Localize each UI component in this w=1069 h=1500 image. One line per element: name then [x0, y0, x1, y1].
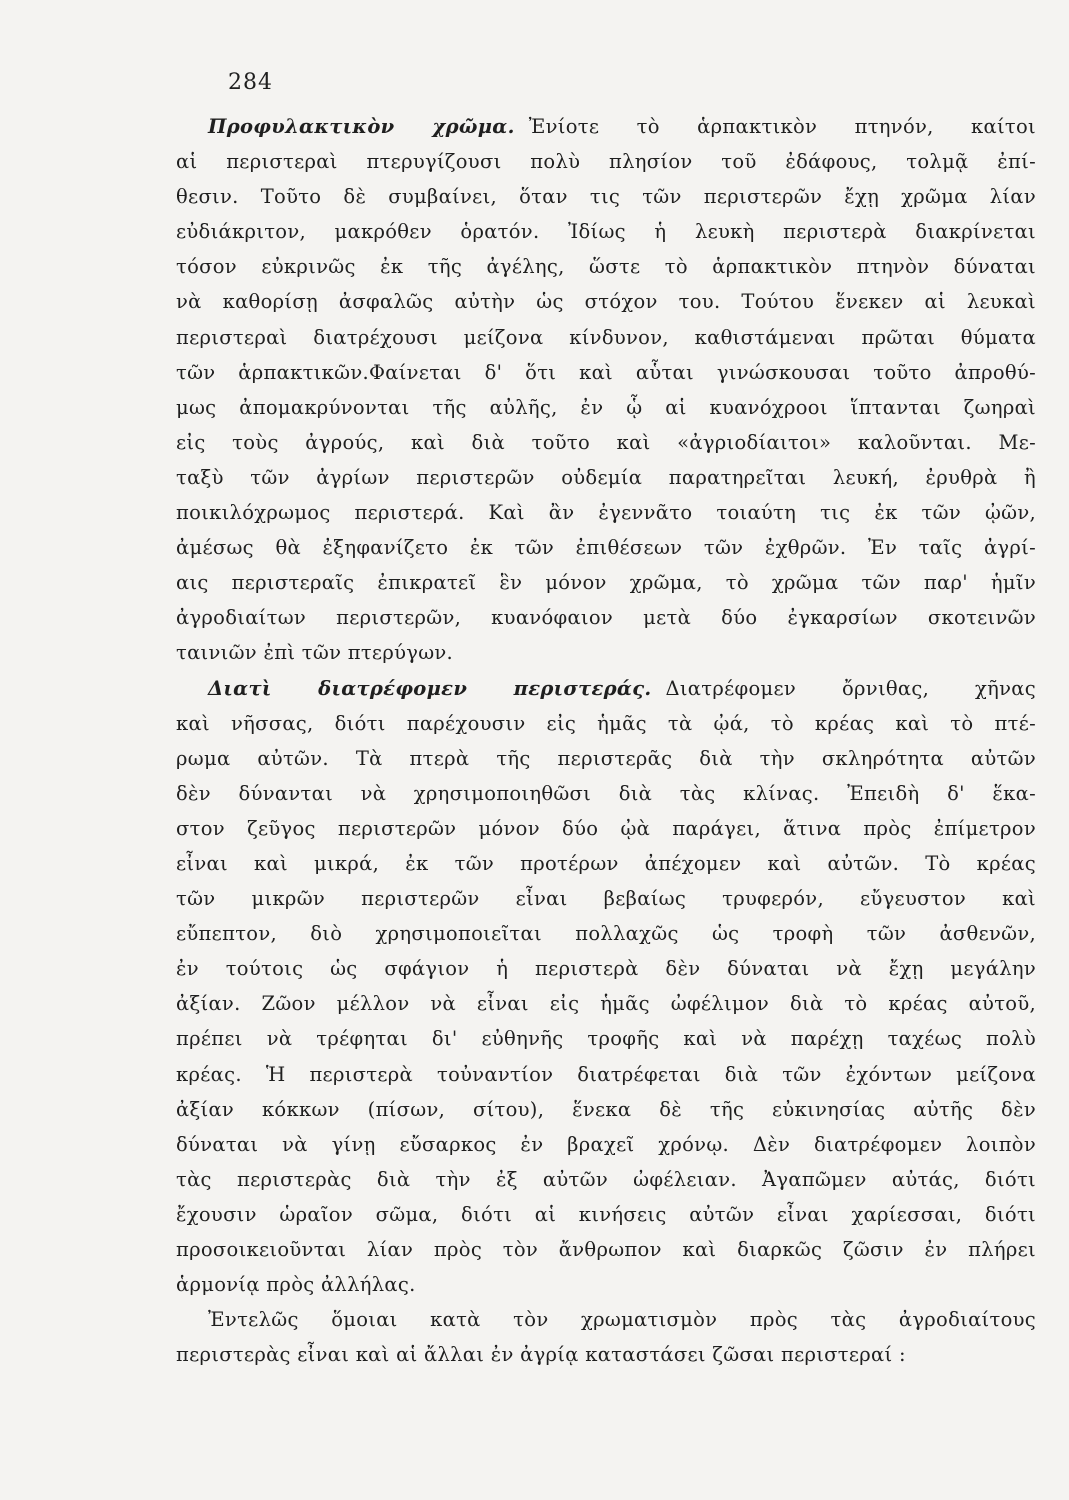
text-line: καὶ νῆσσας, διότι παρέχουσιν εἰς ἡμᾶς τὰ ᾠά, τὸ κρέας καὶ τὸ πτέ- — [176, 711, 1036, 735]
text-line: τόσον εὐκρινῶς ἐκ τῆς ἀγέλης, ὥστε τὸ ἁρπακτικὸν πτηνὸν δύναται — [176, 255, 1036, 279]
text-line: μως ἀπομακρύνονται τῆς αὐλῆς, ἐν ᾧ αἱ κυανόχροοι ἵπτανται ζωηραὶ — [176, 395, 1036, 419]
paragraph-why-we-keep-pigeons — [176, 671, 1036, 1303]
text-line: δὲν δύνανται νὰ χρησιμοποιηθῶσι διὰ τὰς κλίνας. Ἐπειδὴ δ' ἕκα- — [176, 781, 1036, 805]
paragraph-similar-wild-pigeons — [176, 1302, 1036, 1372]
text-line: εἰς τοὺς ἀγρούς, καὶ διὰ τοῦτο καὶ «ἀγριοδίαιτοι» καλοῦνται. Με- — [176, 430, 1036, 454]
text-line: Ἐντελῶς ὅμοιαι κατὰ τὸν χρωματισμὸν πρὸς τὰς ἀγροδιαίτους — [208, 1308, 1036, 1332]
text-line: ποικιλόχρωμος περιστερά. Καὶ ἂν ἐγεννᾶτο τοιαύτη τις ἐκ τῶν ᾠῶν, — [176, 501, 1036, 525]
text-line: εἶναι καὶ μικρά, ἐκ τῶν προτέρων ἀπέχομεν καὶ αὐτῶν. Τὸ κρέας — [176, 851, 1036, 875]
body-text — [176, 109, 1036, 1372]
text-line: περιστεραὶ διατρέχουσι μείζονα κίνδυνον, καθιστάμεναι πρῶται θύματα — [176, 325, 1036, 349]
text-line: ἐν τούτοις ὡς σφάγιον ἡ περιστερὰ δὲν δύναται νὰ ἔχῃ μεγάλην — [176, 957, 1036, 981]
text-line: κρέας. Ἡ περιστερὰ τοὐναντίον διατρέφεται διὰ τῶν ἐχόντων μείζονα — [176, 1062, 1036, 1086]
text-line: δύναται νὰ γίνῃ εὔσαρκος ἐν βραχεῖ χρόνῳ. Δὲν διατρέφομεν λοιπὸν — [176, 1132, 1036, 1156]
text-line: ἁρμονίᾳ πρὸς ἀλλήλας. — [176, 1273, 416, 1297]
text-line: Προφυλακτικὸν χρῶμα. Ἐνίοτε τὸ ἁρπακτικὸν πτηνόν, καίτοι — [208, 115, 1037, 138]
text-line: πρέπει νὰ τρέφηται δι' εὐθηνῆς τροφῆς καὶ νὰ παρέχῃ ταχέως πολὺ — [176, 1027, 1036, 1051]
page-number: 284 — [228, 70, 273, 95]
text-line: ταινιῶν ἐπὶ τῶν πτερύγων. — [176, 641, 454, 665]
text-line: ἔχουσιν ὡραῖον σῶμα, διότι αἱ κινήσεις αὐτῶν εἶναι χαρίεσσαι, διότι — [176, 1202, 1036, 1226]
text-line: αἱ περιστεραὶ πτερυγίζουσι πολὺ πλησίον τοῦ ἐδάφους, τολμᾷ ἐπί- — [176, 150, 1036, 174]
text-line: εὔπεπτον, διὸ χρησιμοποιεῖται πολλαχῶς ὡς τροφὴ τῶν ἀσθενῶν, — [176, 922, 1036, 946]
text-line: περιστερὰς εἶναι καὶ αἱ ἄλλαι ἐν ἀγρίᾳ καταστάσει ζῶσαι περιστεραί : — [176, 1343, 906, 1367]
text-line: θεσιν. Τοῦτο δὲ συμβαίνει, ὅταν τις τῶν περιστερῶν ἔχῃ χρῶμα λίαν — [176, 185, 1036, 209]
text-line: ρωμα αὐτῶν. Τὰ πτερὰ τῆς περιστερᾶς διὰ τὴν σκληρότητα αὐτῶν — [176, 746, 1036, 770]
text-line: τὰς περιστερὰς διὰ τὴν ἐξ αὐτῶν ὠφέλειαν. Ἀγαπῶμεν αὐτάς, διότι — [176, 1167, 1036, 1191]
section-heading: Προφυλακτικὸν χρῶμα. — [208, 115, 515, 138]
text-line: εὐδιάκριτον, μακρόθεν ὁρατόν. Ἰδίως ἡ λευκὴ περιστερὰ διακρίνεται — [176, 220, 1036, 244]
text-line: προσοικειοῦνται λίαν πρὸς τὸν ἄνθρωπον καὶ διαρκῶς ζῶσιν ἐν πλήρει — [176, 1238, 1036, 1261]
text-line: Διατὶ διατρέφομεν περιστεράς. Διατρέφομεν ὄρνιθας, χῆνας — [208, 676, 1036, 700]
section-heading: Διατὶ διατρέφομεν περιστεράς. — [208, 676, 652, 700]
paragraph-protective-color — [176, 109, 1036, 671]
text-line: τῶν ἁρπακτικῶν.Φαίνεται δ' ὅτι καὶ αὗται γινώσκουσαι τοῦτο ἀπροθύ- — [176, 360, 1036, 384]
text-line: στον ζεῦγος περιστερῶν μόνον δύο ᾠὰ παράγει, ἅτινα πρὸς ἐπίμετρον — [176, 816, 1036, 840]
text-line: ἀμέσως θὰ ἐξηφανίζετο ἐκ τῶν ἐπιθέσεων τῶν ἐχθρῶν. Ἐν ταῖς ἀγρί- — [176, 536, 1036, 560]
text-line: νὰ καθορίσῃ ἀσφαλῶς αὐτὴν ὡς στόχον του. Τούτου ἕνεκεν αἱ λευκαὶ — [176, 290, 1036, 314]
text-line: ταξὺ τῶν ἀγρίων περιστερῶν οὐδεμία παρατηρεῖται λευκή, ἐρυθρὰ ἢ — [176, 465, 1036, 489]
text-line: αις περιστεραῖς ἐπικρατεῖ ἓν μόνον χρῶμα, τὸ χρῶμα τῶν παρ' ἡμῖν — [176, 571, 1036, 595]
text-line: ἀξίαν κόκκων (πίσων, σίτου), ἕνεκα δὲ τῆς εὐκινησίας αὐτῆς δὲν — [176, 1097, 1036, 1121]
text-line: τῶν μικρῶν περιστερῶν εἶναι βεβαίως τρυφερόν, εὔγευστον καὶ — [176, 887, 1036, 911]
text-line: ἀγροδιαίτων περιστερῶν, κυανόφαιον μετὰ δύο ἐγκαρσίων σκοτεινῶν — [176, 606, 1036, 630]
text-line: ἀξίαν. Ζῶον μέλλον νὰ εἶναι εἰς ἡμᾶς ὠφέλιμον διὰ τὸ κρέας αὐτοῦ, — [176, 992, 1036, 1016]
